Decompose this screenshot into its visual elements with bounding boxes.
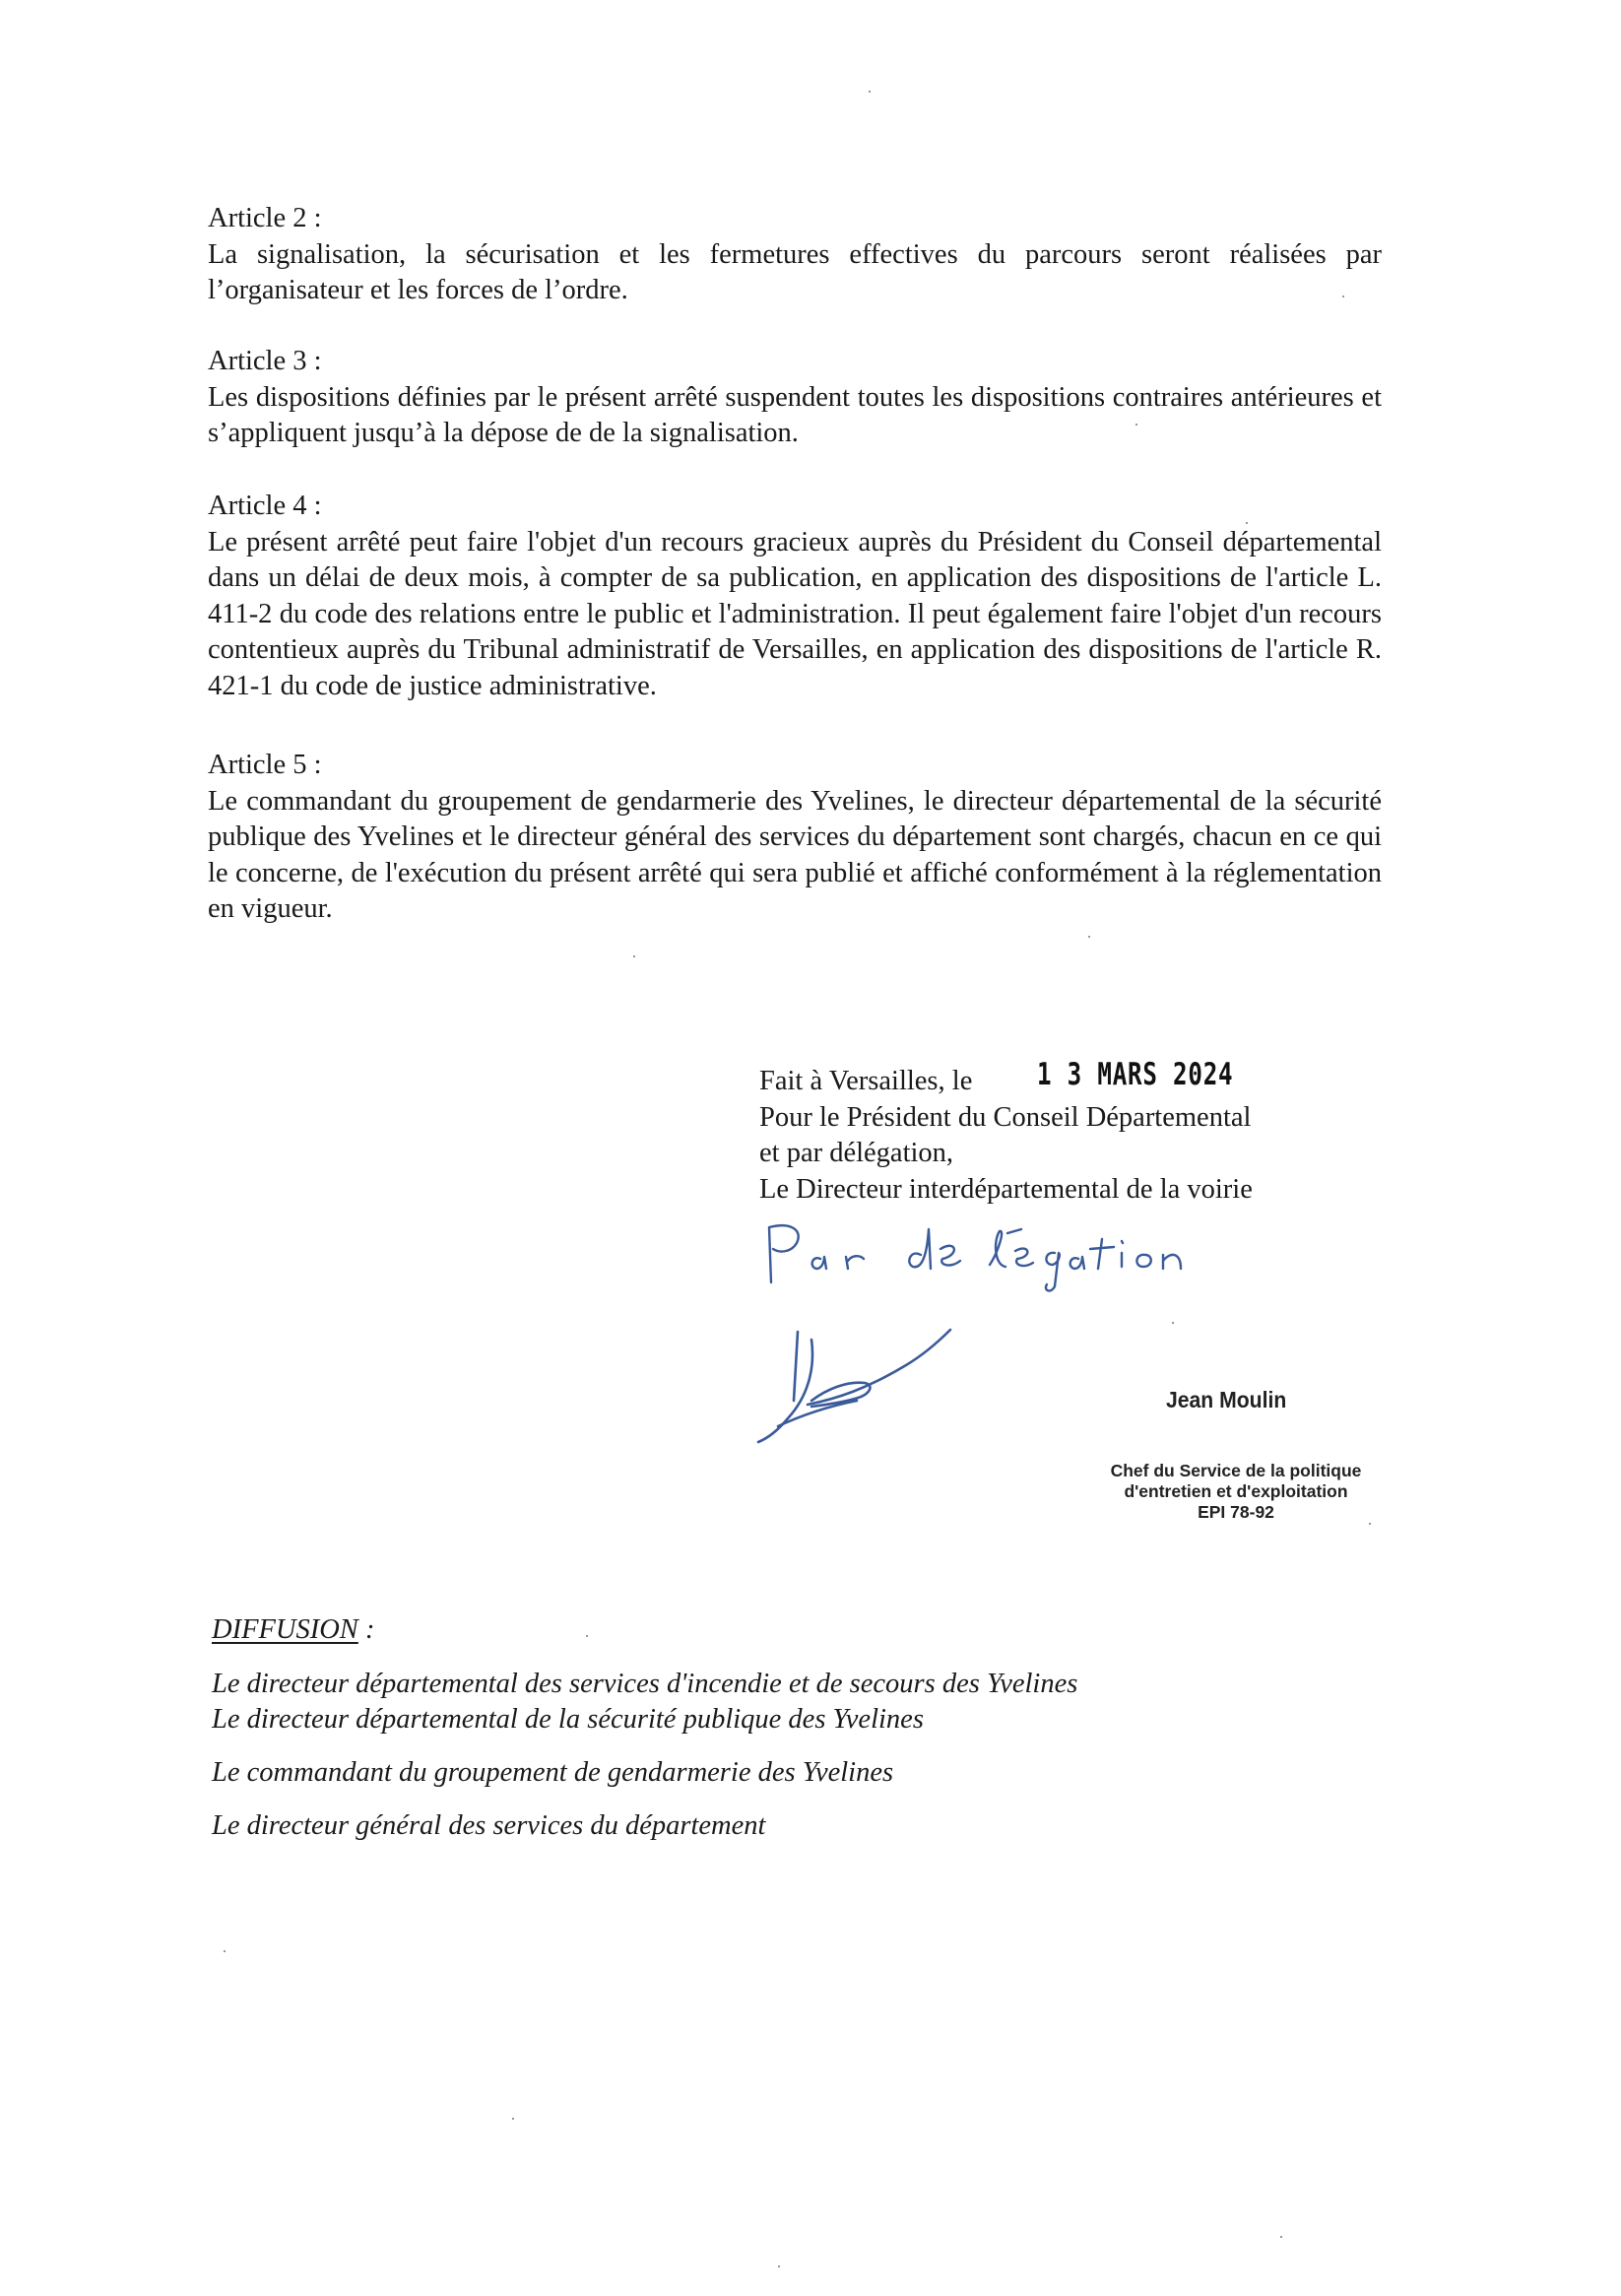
article-5 (208, 748, 1382, 928)
scan-speck (1135, 424, 1137, 426)
delegation-line: et par délégation, (759, 1138, 954, 1168)
scan-speck (1172, 1322, 1174, 1324)
diffusion-item: Le directeur départemental des services d'incendie et de secours des Yvelines (212, 1669, 1078, 1699)
article-4 (208, 489, 1382, 704)
article-heading: Article 2 : (208, 203, 322, 233)
director-line: Le Directeur interdépartemental de la voirie (759, 1173, 1253, 1205)
diffusion-item: Le commandant du groupement de gendarmerie des Yvelines (212, 1757, 894, 1788)
diffusion-heading (212, 1612, 374, 1648)
article-heading: Article 5 : (208, 750, 322, 780)
diffusion-title-suffix: : (357, 1614, 375, 1645)
article-text: Les dispositions définies par le présent arrêté suspendent toutes les dispositions contraires antérieures et s’appliquent jusqu’à la dépose de de la signalisation. (208, 381, 1382, 448)
scan-speck (224, 1950, 226, 1952)
article-text: Le présent arrêté peut faire l'objet d'un recours gracieux auprès du Président du Conseil départemental dans un délai de deux mois, à compter de sa publication, en application des dispositions de l'article L. 411-2 du code des relations entre le public et l'administration. Il peut également faire l'objet d'un recours contentieux auprès du Tribunal administratif de Versailles, en application des dispositions de l'article R. 421-1 du code de justice administrative. (208, 526, 1382, 701)
scan-speck (633, 955, 635, 957)
handwritten-note (763, 1210, 1216, 1298)
date-stamp: 1 3 MARS 2024 (1037, 1057, 1234, 1092)
signature (748, 1310, 965, 1448)
diffusion-title: DIFFUSION (212, 1614, 358, 1645)
scan-speck (586, 1635, 588, 1637)
article-3 (208, 344, 1382, 452)
signer-title-line: d'entretien et d'exploitation (1124, 1481, 1348, 1501)
article-2 (208, 201, 1382, 309)
place-line: Fait à Versailles, le (759, 1066, 973, 1096)
scan-speck (1280, 2236, 1282, 2238)
scan-speck (1369, 1523, 1371, 1525)
diffusion-item: Le directeur départemental de la sécurité publique des Yvelines (212, 1704, 924, 1735)
signer-title (1098, 1461, 1374, 1523)
scan-speck (1088, 936, 1090, 938)
article-heading: Article 4 : (208, 491, 322, 521)
scan-speck (869, 91, 871, 93)
signer-title-line: Chef du Service de la politique (1110, 1461, 1362, 1480)
scan-speck (1246, 522, 1248, 524)
scan-speck (512, 2118, 514, 2120)
scan-speck (778, 2265, 780, 2267)
delegation-line: Pour le Président du Conseil Départemental (759, 1101, 1252, 1133)
scan-speck (1342, 295, 1344, 297)
signer-title-line: EPI 78-92 (1198, 1502, 1274, 1522)
article-heading: Article 3 : (208, 346, 322, 376)
diffusion-item: Le directeur général des services du département (212, 1810, 766, 1841)
signer-name: Jean Moulin (1166, 1387, 1287, 1412)
article-text: La signalisation, la sécurisation et les fermetures effectives du parcours seront réalisées par l’organisateur et les forces de l’ordre. (208, 238, 1382, 305)
article-text: Le commandant du groupement de gendarmerie des Yvelines, le directeur départemental de la sécurité publique des Yvelines et le directeur général des services du département sont chargés, chacun en ce qui le concerne, de l'exécution du présent arrêté qui sera publié et affiché conformément à la réglementation en vigueur. (208, 785, 1382, 924)
